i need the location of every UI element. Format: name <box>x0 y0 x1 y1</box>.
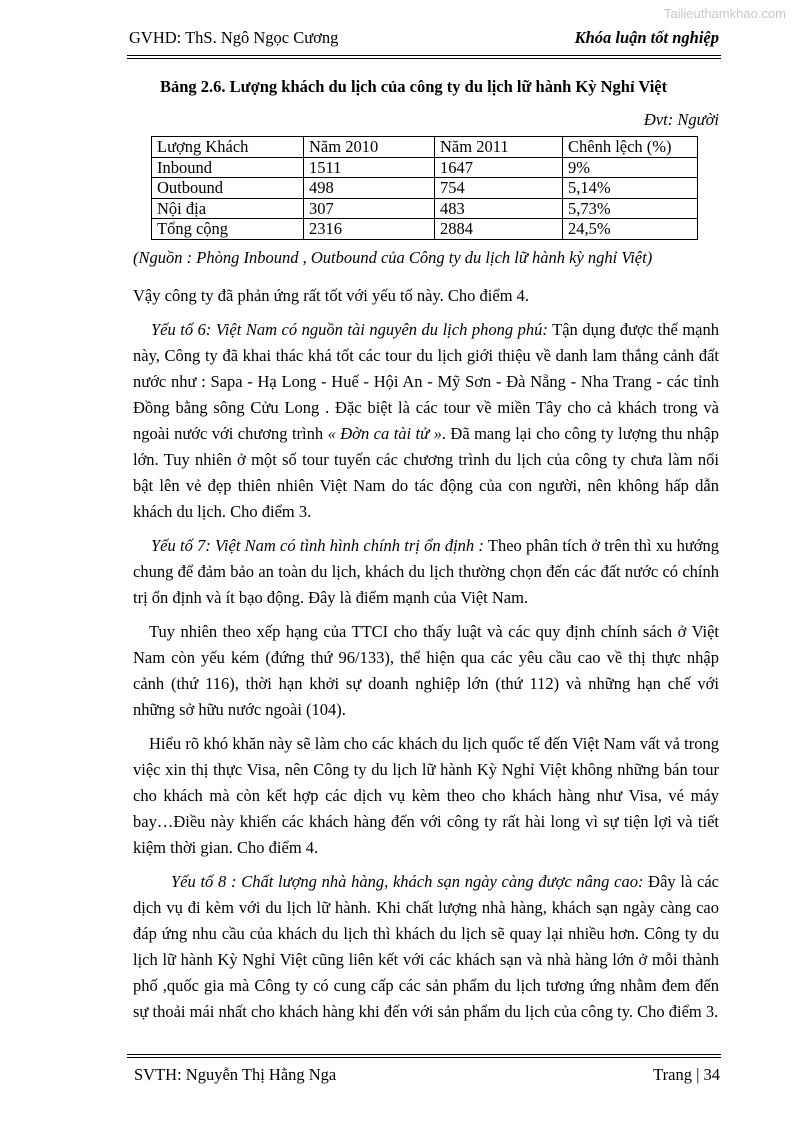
paragraph: Vậy công ty đã phản ứng rất tốt với yếu tố này. Cho điểm 4. <box>133 286 530 305</box>
paragraph-text: Theo phân tích ở trên thì xu hướng chung để đảm bảo an toàn du lịch, khách du lịch thường chọn đến các đất nước có chính trị ổn định và ít bạo động. Đây là điểm mạnh của Việt Nam. <box>133 536 719 607</box>
table-cell: 754 <box>435 178 563 199</box>
paragraph-text: . Đã mang lại cho công ty lượng thu nhập lớn. Tuy nhiên ở một số tour tuyến các chương trình du lịch của công ty chưa làm nổi bật lên vẻ đẹp thiên nhiên Việt Nam do tác động của con người, nên không hấp dẫn khách du lịch. Cho điểm 3. <box>133 424 719 521</box>
paragraph-text: Tận dụng được thế mạnh này, Công ty đã khai thác khá tốt các tour du lịch giới thiệu về danh lam thắng cảnh đất nước như : Sapa - Hạ Long - Huế - Hội An - Mỹ Sơn - Đà Nẵng - Nha Trang - các tỉnh Đồng bằng sông Cửu Long . Đặc biệt là các tour về miền Tây cho cả khách trong và ngoài nước với chương trình <box>133 320 719 443</box>
table-cell: 1511 <box>304 157 435 178</box>
page-header <box>129 28 719 48</box>
table-cell: 24,5% <box>563 219 698 240</box>
body-text <box>133 283 719 1033</box>
program-name: « Đờn ca tài tử » <box>327 424 442 443</box>
table-title: Bảng 2.6. Lượng khách du lịch của công ty du lịch lữ hành Kỳ Nghỉ Việt <box>160 77 668 96</box>
paragraph: Hiểu rõ khó khăn này sẽ làm cho các khách du lịch quốc tế đến Việt Nam vất vả trong việc xin thị thực Visa, nên Công ty du lịch lữ hành Kỳ Nghỉ Việt không những bán tour cho khách mà còn kết hợp các dịch vụ kèm theo cho khách hàng như Visa, vé máy bay…Điều này khiến các khách hàng đến với công ty rất hài long vì sự tiện lợi và tiết kiệm thời gian. Cho điểm 4. <box>133 734 719 857</box>
paragraph <box>133 317 719 525</box>
watermark-text: Tailieuthamkhao.com <box>663 6 786 21</box>
table-cell: 5,73% <box>563 198 698 219</box>
table-row <box>152 219 698 240</box>
table-cell: Tổng cộng <box>152 219 304 240</box>
header-doc-type: Khóa luận tốt nghiệp <box>574 28 719 47</box>
factor-heading: Yếu tố 8 : Chất lượng nhà hàng, khách sạn ngày càng được nâng cao: <box>171 872 644 891</box>
table-cell: 1647 <box>435 157 563 178</box>
table-cell: 9% <box>563 157 698 178</box>
header-advisor: GVHD: ThS. Ngô Ngọc Cương <box>129 28 339 47</box>
table-cell: Outbound <box>152 178 304 199</box>
paragraph: Tuy nhiên theo xếp hạng của TTCI cho thấy luật và các quy định chính sách ở Việt Nam còn yếu kém (đứng thứ 96/133), thể hiện qua các yêu cầu cao về thị thực nhập cảnh (thứ 116), thời hạn khởi sự doanh nghiệp lớn (thứ 112) và những hạn chế với những sở hữu nước ngoài (104). <box>133 622 719 719</box>
table-cell: Inbound <box>152 157 304 178</box>
table-row <box>152 178 698 199</box>
factor-heading: Yếu tố 6: Việt Nam có nguồn tài nguyên du lịch phong phú: <box>151 320 548 339</box>
table-cell: 483 <box>435 198 563 219</box>
table-cell: 5,14% <box>563 178 698 199</box>
table-row <box>152 157 698 178</box>
footer-divider <box>127 1054 721 1058</box>
table-cell: 498 <box>304 178 435 199</box>
table-source-note: (Nguồn : Phòng Inbound , Outbound của Công ty du lịch lữ hành kỳ nghỉ Việt) <box>133 248 653 267</box>
paragraph <box>133 869 719 1025</box>
table-cell: Nội địa <box>152 198 304 219</box>
paragraph-text: Đây là các dịch vụ đi kèm với du lịch lữ hành. Khi chất lượng nhà hàng, khách sạn ngày càng cao đáp ứng nhu cầu của khách du lịch thì khách du lịch sẽ quay lại nhiều hơn. Công ty du lịch lữ hành Kỳ Nghỉ Việt cũng liên kết với các khách sạn và nhà hàng lớn ở mỗi thành phố ,quốc gia mà Công ty có cung cấp các sản phẩm du lịch tương ứng nhằm đem đến sự thoải mái nhất cho khách hàng khi đến với sản phẩm du lịch của công ty. Cho điểm 3. <box>133 872 719 1021</box>
header-divider <box>127 55 721 59</box>
table-cell: 2884 <box>435 219 563 240</box>
tourist-volume-table <box>151 136 698 240</box>
table-header-cell: Năm 2010 <box>304 137 435 158</box>
factor-heading: Yếu tố 7: Việt Nam có tình hình chính trị ổn định : <box>151 536 484 555</box>
table-row <box>152 198 698 219</box>
footer-author: SVTH: Nguyễn Thị Hằng Nga <box>134 1065 337 1084</box>
table-cell: 307 <box>304 198 435 219</box>
table-header-cell: Chênh lệch (%) <box>563 137 698 158</box>
table-header-cell: Lượng Khách <box>152 137 304 158</box>
table-cell: 2316 <box>304 219 435 240</box>
paragraph <box>133 533 719 611</box>
table-unit: Đvt: Người <box>643 110 719 129</box>
page-footer <box>134 1065 720 1085</box>
page-number: Trang | 34 <box>653 1065 720 1084</box>
table-header-cell: Năm 2011 <box>435 137 563 158</box>
table-header-row <box>152 137 698 158</box>
